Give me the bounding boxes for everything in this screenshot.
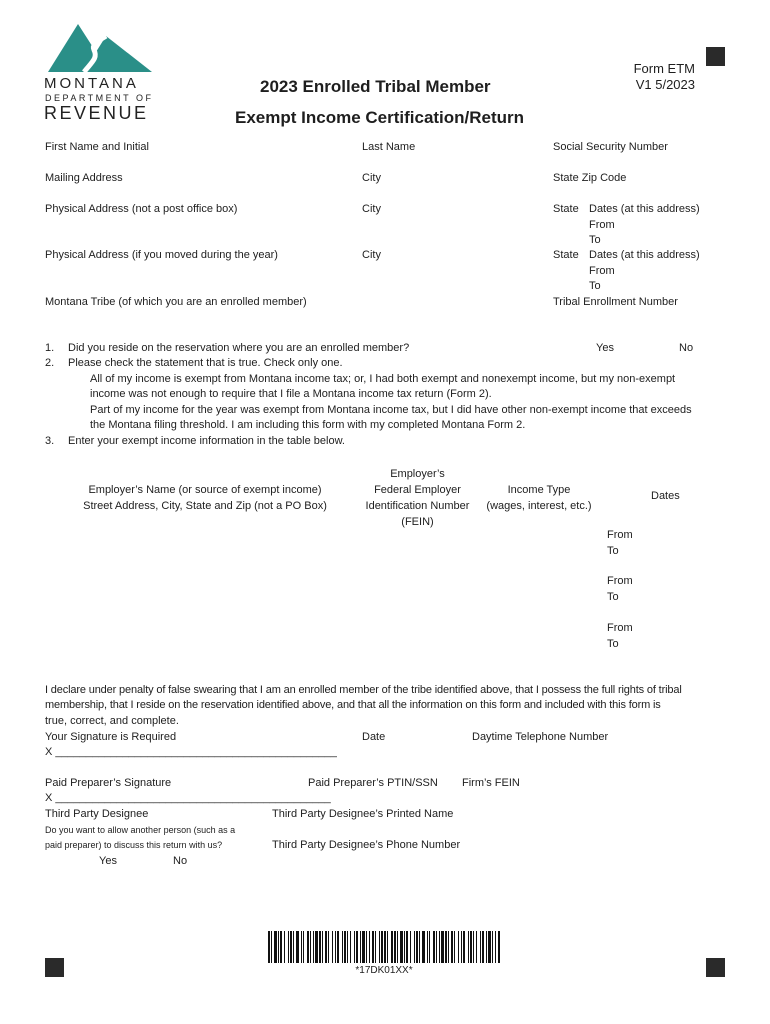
form-subtitle: Exempt Income Certification/Return <box>235 108 525 127</box>
firm-fein-label: Firm’s FEIN <box>462 777 520 789</box>
table-row-2-to: To <box>607 591 619 603</box>
q1-number: 1. <box>45 342 55 354</box>
preparer-signature-line[interactable]: X _____________________________________________ <box>45 792 331 804</box>
physical-to-label: To <box>589 234 601 246</box>
logo-text-revenue: REVENUE <box>44 103 149 123</box>
third-party-phone-label: Third Party Designee’s Phone Number <box>272 839 461 851</box>
moved-to-label: To <box>589 280 601 292</box>
table-row-3-from: From <box>607 622 633 634</box>
signature-line[interactable]: X ______________________________________________ <box>45 746 337 758</box>
declaration-line3: true, correct, and complete. <box>45 715 179 727</box>
barcode-icon <box>268 931 500 963</box>
q1-no-option[interactable]: No <box>679 342 694 354</box>
third-party-yes-option[interactable]: Yes <box>99 855 117 867</box>
form-id <box>600 61 695 93</box>
q2-option2-line2: the Montana filing threshold. I am including this form with my completed Montana Form 2. <box>90 419 526 431</box>
table-header-employer-line1: Employer’s Name (or source of exempt income) <box>88 484 322 496</box>
table-header-employer <box>70 482 340 514</box>
table-header-fein-line1: Employer’s <box>390 468 445 480</box>
tribal-enrollment-label: Tribal Enrollment Number <box>553 296 678 308</box>
table-row-2-from: From <box>607 575 633 587</box>
mailing-state-zip-label: State Zip Code <box>553 172 627 184</box>
registration-mark-top-right <box>706 47 725 66</box>
preparer-ptin-label: Paid Preparer’s PTIN/SSN <box>308 777 438 789</box>
table-header-fein-line2: Federal Employer <box>374 484 461 496</box>
table-header-income-type <box>478 482 600 514</box>
table-header-fein <box>355 466 480 530</box>
third-party-name-label: Third Party Designee’s Printed Name <box>272 808 454 820</box>
physical-address-label: Physical Address (not a post office box) <box>45 203 238 215</box>
table-header-dates: Dates <box>651 490 680 502</box>
q2-option1-line1[interactable]: All of my income is exempt from Montana income tax; or, I had both exempt and nonexempt income, but my non-exempt <box>90 373 676 385</box>
q3-text: Enter your exempt income information in the table below. <box>68 435 345 447</box>
montana-dor-logo <box>44 22 156 122</box>
table-row-1-from: From <box>607 529 633 541</box>
physical-from-label: From <box>589 219 615 231</box>
form-title: 2023 Enrolled Tribal Member <box>260 77 491 96</box>
table-header-fein-line4: (FEIN) <box>401 516 434 528</box>
q2-text: Please check the statement that is true. Check only one. <box>68 357 343 369</box>
mailing-address-label: Mailing Address <box>45 172 123 184</box>
declaration-line1: I declare under penalty of false swearing that I am an enrolled member of the tribe identified above, that I possess the full rights of tribal <box>45 684 682 696</box>
allow-discuss-line1: Do you want to allow another person (such as a <box>45 825 236 835</box>
moved-city-label: City <box>362 249 381 261</box>
last-name-label: Last Name <box>362 141 416 153</box>
third-party-designee-label: Third Party Designee <box>45 808 149 820</box>
table-header-income-type-line2: (wages, interest, etc.) <box>486 500 592 512</box>
table-header-fein-line3: Identification Number <box>365 500 470 512</box>
q2-option1-line2: income was not enough to require that I file a Montana income tax return (Form 2). <box>90 388 492 400</box>
table-header-income-type-line1: Income Type <box>507 484 571 496</box>
declaration-line2: membership, that I reside on the reservation identified above, and that all the information on this form and included with this form is <box>45 699 661 711</box>
table-header-employer-line2: Street Address, City, State and Zip (not a PO Box) <box>83 500 327 512</box>
preparer-signature-label: Paid Preparer’s Signature <box>45 777 172 789</box>
q2-number: 2. <box>45 357 55 369</box>
barcode-text: *17DK01XX* <box>355 965 413 976</box>
logo-text-department: DEPARTMENT OF <box>45 93 154 103</box>
ssn-label: Social Security Number <box>553 141 668 153</box>
form-version: V1 5/2023 <box>635 77 695 92</box>
mailing-city-label: City <box>362 172 381 184</box>
moved-state-label: State <box>553 249 579 261</box>
q3-number: 3. <box>45 435 55 447</box>
q1-yes-option[interactable]: Yes <box>596 342 614 354</box>
third-party-no-option[interactable]: No <box>173 855 188 867</box>
table-row-1-to: To <box>607 545 619 557</box>
physical-city-label: City <box>362 203 381 215</box>
moved-address-label: Physical Address (if you moved during the year) <box>45 249 278 261</box>
logo-text-montana: MONTANA <box>44 75 139 92</box>
moved-dates-label: Dates (at this address) <box>589 249 700 261</box>
allow-discuss-line2: paid preparer) to discuss this return with us? <box>45 840 223 850</box>
mountain-logo-icon <box>44 22 156 77</box>
first-name-label: First Name and Initial <box>45 141 149 153</box>
q2-option2-line1[interactable]: Part of my income for the year was exempt from Montana income tax, but I did have other non-exempt income that exceeds <box>90 404 692 416</box>
physical-dates-label: Dates (at this address) <box>589 203 700 215</box>
tribe-label: Montana Tribe (of which you are an enrolled member) <box>45 296 307 308</box>
physical-state-label: State <box>553 203 579 215</box>
moved-from-label: From <box>589 265 615 277</box>
q1-text: Did you reside on the reservation where you are an enrolled member? <box>68 342 410 354</box>
date-label: Date <box>362 731 386 743</box>
daytime-phone-label: Daytime Telephone Number <box>472 731 609 743</box>
registration-mark-bottom-left <box>45 958 64 977</box>
registration-mark-bottom-right <box>706 958 725 977</box>
table-row-3-to: To <box>607 638 619 650</box>
signature-label: Your Signature is Required <box>45 731 177 743</box>
form-number: Form ETM <box>633 61 695 76</box>
